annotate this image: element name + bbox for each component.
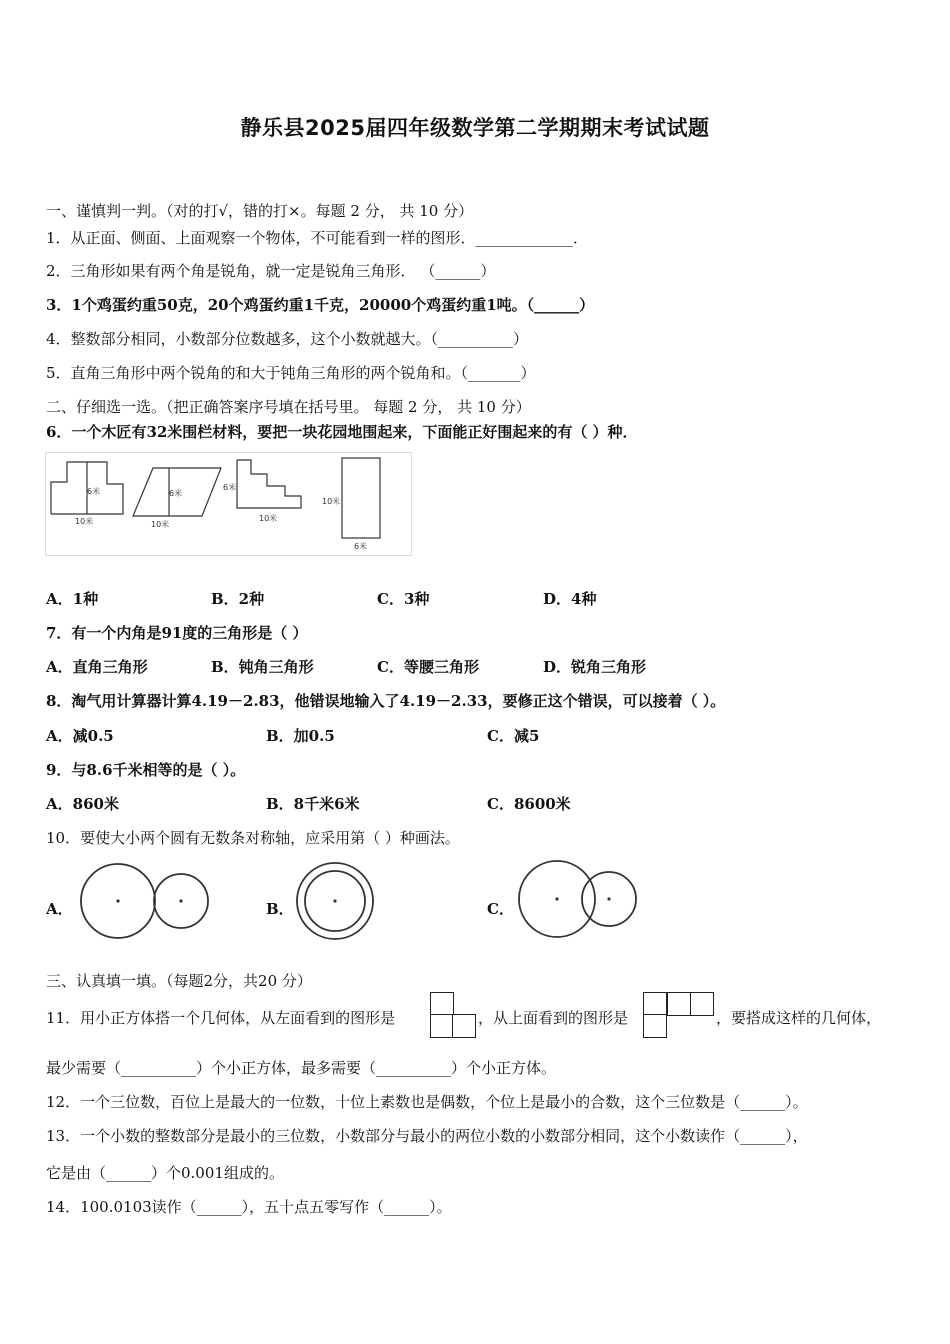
q7-option-d: D．锐角三角形 bbox=[543, 658, 647, 676]
question-3: 3．1个鸡蛋约重50克，20个鸡蛋约重1千克，20000个鸡蛋约重1吨。（______） bbox=[46, 296, 595, 314]
fence-shapes-figure bbox=[45, 452, 412, 556]
question-12: 12．一个三位数，百位上是最大的一位数，十位上素数也是偶数，个位上是最小的合数，这个三位数是（______）。 bbox=[46, 1093, 808, 1111]
q6-option-b: B．2种 bbox=[211, 590, 265, 608]
q9-option-c: C．8600米 bbox=[487, 795, 571, 813]
q6-option-a: A．1种 bbox=[46, 590, 99, 608]
fence-shape-4-height-label: 10米 bbox=[322, 497, 341, 506]
q7-option-c: C．等腰三角形 bbox=[377, 658, 479, 676]
q10-option-c-circles bbox=[514, 856, 642, 942]
question-1: 1．从正面、侧面、上面观察一个物体，不可能看到一样的图形．_____________． bbox=[46, 229, 589, 247]
question-9-stem: 9．与8.6千米相等的是（ ）。 bbox=[46, 761, 246, 779]
question-13-part-b: 它是由（______）个0.001组成的。 bbox=[46, 1164, 284, 1182]
section2-heading: 二、仔细选一选。（把正确答案序号填在括号里。 每题 2 分， 共 10 分） bbox=[46, 398, 531, 416]
question-7-stem: 7．有一个内角是91度的三角形是（ ） bbox=[46, 624, 308, 642]
q11-top-view-figure bbox=[643, 992, 717, 1038]
fence-shape-4-width-label: 6米 bbox=[354, 542, 368, 551]
question-14: 14．100.0103读作（______），五十点五零写作（______）。 bbox=[46, 1198, 452, 1216]
question-5: 5．直角三角形中两个锐角的和大于钝角三角形的两个锐角和。（_______） bbox=[46, 364, 536, 382]
question-13-part-a: 13．一个小数的整数部分是最小的三位数，小数部分与最小的两位小数的小数部分相同，这个小数读作（______）， bbox=[46, 1127, 808, 1145]
q11-left-view-figure bbox=[430, 992, 478, 1038]
q10-option-a: A． bbox=[46, 900, 73, 918]
question-11-part-a: 11．用小正方体搭一个几何体，从左面看到的图形是 bbox=[46, 1009, 396, 1027]
q10-option-b: B． bbox=[266, 900, 294, 918]
q10-option-c: C． bbox=[487, 900, 514, 918]
q7-option-a: A．直角三角形 bbox=[46, 658, 148, 676]
question-11-part-d: 最少需要（__________）个小正方体，最多需要（__________）个小正方体。 bbox=[46, 1059, 557, 1077]
q8-option-b: B．加0.5 bbox=[266, 727, 335, 745]
q10-option-b-circles bbox=[292, 858, 378, 944]
q6-option-c: C．3种 bbox=[377, 590, 430, 608]
fence-shape-3-width-label: 10米 bbox=[259, 514, 278, 523]
q10-option-a-circles bbox=[76, 858, 216, 944]
q7-option-b: B．钝角三角形 bbox=[211, 658, 314, 676]
section1-heading: 一、谨慎判一判。（对的打√，错的打×。每题 2 分， 共 10 分） bbox=[46, 202, 474, 220]
fence-shape-1-height-label: 6米 bbox=[87, 487, 101, 496]
question-2: 2．三角形如果有两个角是锐角，就一定是锐角三角形． （______） bbox=[46, 262, 496, 280]
q8-option-a: A．减0.5 bbox=[46, 727, 114, 745]
section3-heading: 三、认真填一填。（每题2分，共20 分） bbox=[46, 972, 312, 990]
question-4: 4．整数部分相同，小数部分位数越多，这个小数就越大。（__________） bbox=[46, 330, 529, 348]
q6-option-d: D．4种 bbox=[543, 590, 597, 608]
fence-shape-1-width-label: 10米 bbox=[75, 517, 94, 526]
question-11-part-b: ，从上面看到的图形是 bbox=[478, 1009, 629, 1027]
question-6-stem: 6．一个木匠有32米围栏材料，要把一块花园地围起来，下面能正好围起来的有（ ）种． bbox=[46, 423, 638, 441]
question-10-stem: 10．要使大小两个圆有无数条对称轴，应采用第（ ）种画法。 bbox=[46, 829, 460, 847]
fence-shape-2-height-label: 6米 bbox=[169, 489, 183, 498]
q9-option-a: A．860米 bbox=[46, 795, 119, 813]
q8-option-c: C．减5 bbox=[487, 727, 540, 745]
fence-shape-3-height-label: 6米 bbox=[223, 483, 237, 492]
fence-shape-2-width-label: 10米 bbox=[151, 520, 170, 529]
question-11-part-c: ，要搭成这样的几何体， bbox=[716, 1009, 882, 1027]
question-8-stem: 8．淘气用计算器计算4.19－2.83，他错误地输入了4.19－2.33，要修正这个错误，可以接着（ ）。 bbox=[46, 692, 726, 710]
page-title: 静乐县2025届四年级数学第二学期期末考试试题 bbox=[240, 116, 710, 140]
q9-option-b: B．8千米6米 bbox=[266, 795, 360, 813]
